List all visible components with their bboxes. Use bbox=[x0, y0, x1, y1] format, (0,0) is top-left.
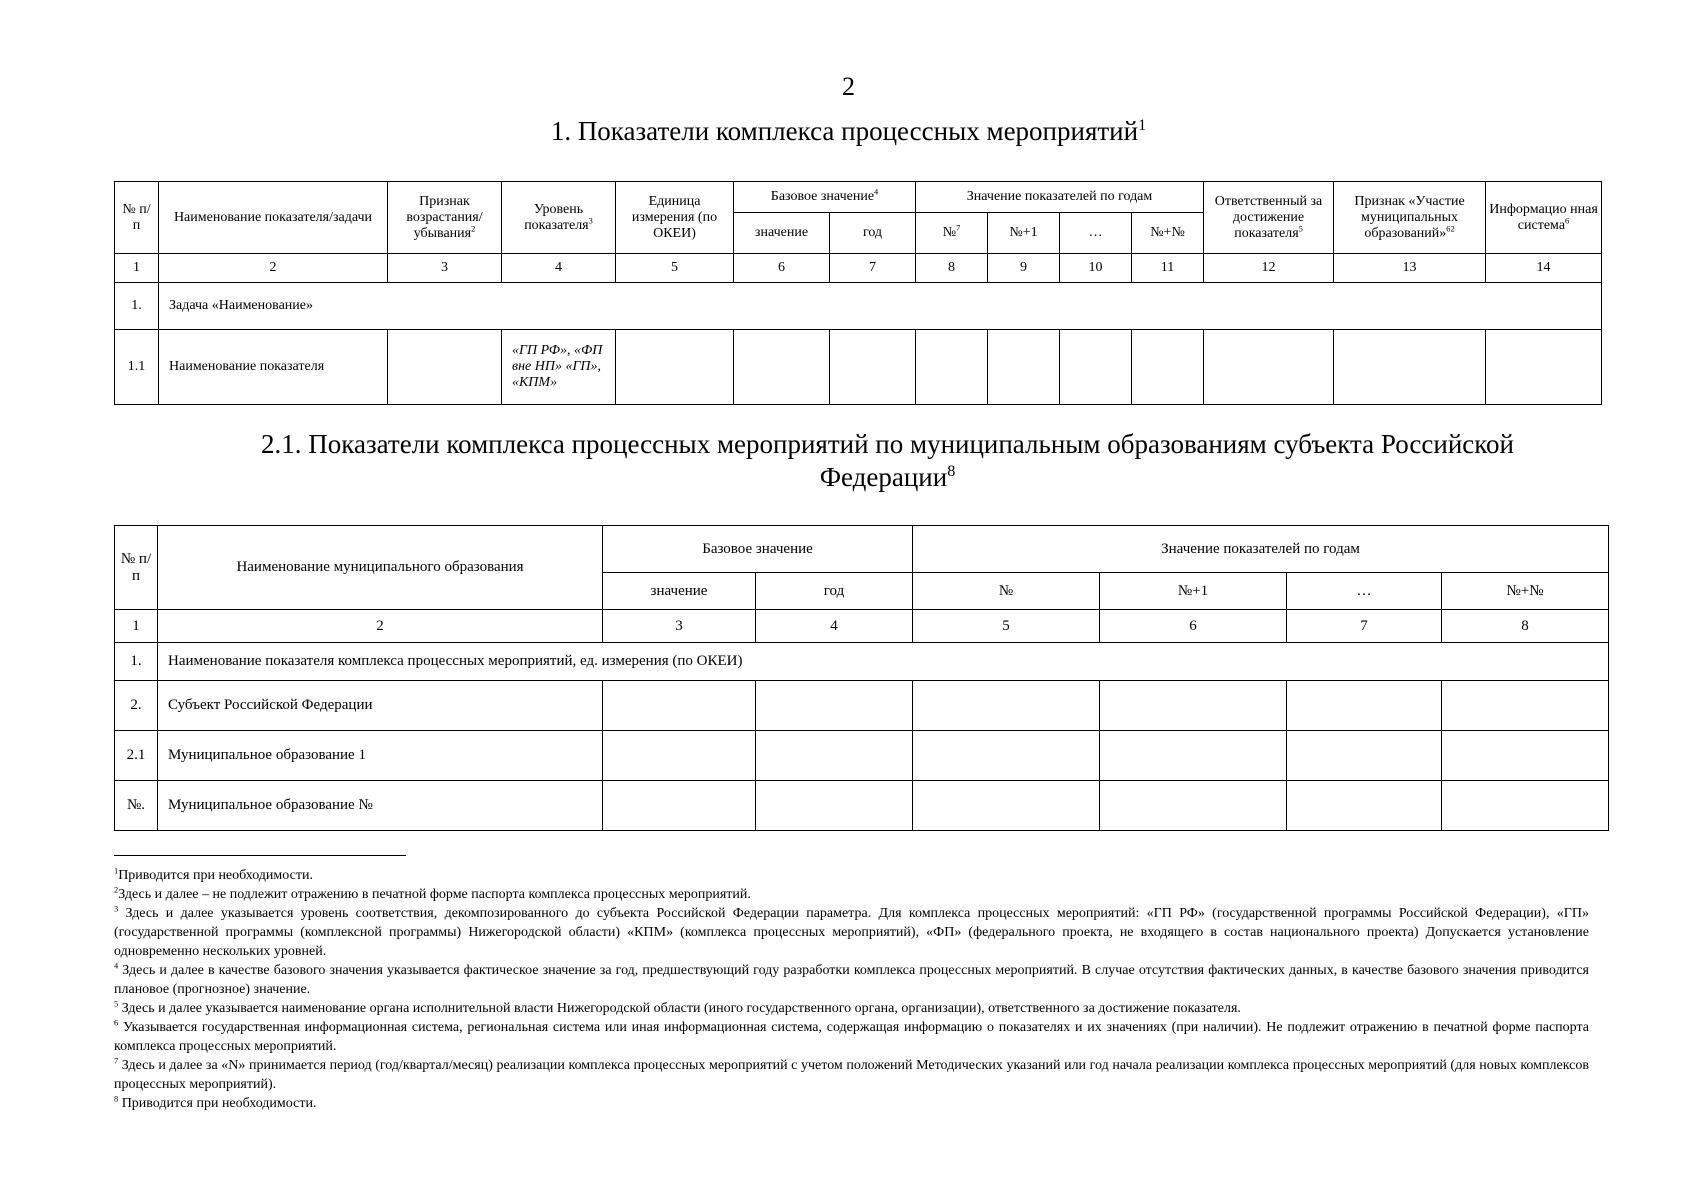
header-num: № п/п bbox=[115, 526, 158, 610]
municipal-indicators-table bbox=[114, 525, 1609, 831]
empty-cell bbox=[1100, 731, 1287, 781]
empty-cell bbox=[603, 731, 756, 781]
col-number: 9 bbox=[988, 254, 1060, 283]
col-number: 5 bbox=[913, 610, 1100, 643]
footnote-separator bbox=[114, 855, 406, 856]
indicator-num: 1.1 bbox=[115, 330, 159, 405]
header-level: Уровень показателя$^3$ bbox=[502, 182, 616, 254]
row-text: Наименование показателя комплекса процессных мероприятий, ед. измерения (по ОКЕИ) bbox=[158, 643, 1609, 681]
empty-cell bbox=[830, 330, 916, 405]
header-year-n1: №+1 bbox=[1100, 573, 1287, 610]
header-base-year: год bbox=[756, 573, 913, 610]
header-year-n: №$^7$ bbox=[916, 213, 988, 254]
table-row bbox=[115, 731, 1609, 781]
indicators-table bbox=[114, 181, 1602, 405]
indicator-level: «ГП РФ», «ФП вне НП» «ГП», «КПМ» bbox=[502, 330, 616, 405]
col-number: 13 bbox=[1334, 254, 1486, 283]
col-number: 6 bbox=[734, 254, 830, 283]
footnote: $^4$ Здесь и далее в качестве базового значения указывается фактическое значение за год, предшествующий году разработки комплекса процессных мероприятий. В случае отсутствия фактических данных, в качестве базового значения приводится плановое (прогнозное) значение. bbox=[114, 961, 1589, 997]
row-num: №. bbox=[115, 781, 158, 831]
col-number: 8 bbox=[1442, 610, 1609, 643]
row-text: Муниципальное образование 1 bbox=[158, 731, 603, 781]
empty-cell bbox=[388, 330, 502, 405]
header-num: № п/ п bbox=[115, 182, 159, 254]
empty-cell bbox=[913, 731, 1100, 781]
indicator-name: Наименование показателя bbox=[159, 330, 388, 405]
empty-cell bbox=[1334, 330, 1486, 405]
footnote: $^7$ Здесь и далее за «N» принимается период (год/квартал/месяц) реализации комплекса процессных мероприятий с учетом положений Методических указаний или год начала реализации комплекса процессных мероприятий (для новых комплексов процессных мероприятий). bbox=[114, 1056, 1589, 1092]
header-unit: Единица измерения (по ОКЕИ) bbox=[616, 182, 734, 254]
indicator-row bbox=[115, 330, 1602, 405]
empty-cell bbox=[1442, 731, 1609, 781]
section1-title: 1. Показатели комплекса процессных мероприятий$^1$ bbox=[550, 116, 1147, 146]
col-number: 10 bbox=[1060, 254, 1132, 283]
footnote: $^2$Здесь и далее – не подлежит отражению в печатной форме паспорта комплекса процессных мероприятий. bbox=[114, 885, 751, 902]
empty-cell bbox=[1060, 330, 1132, 405]
empty-cell bbox=[1132, 330, 1204, 405]
header-base: Базовое значение bbox=[603, 526, 913, 573]
header-base-value: значение bbox=[603, 573, 756, 610]
header-info-system: Информацио нная система$^6$ bbox=[1486, 182, 1602, 254]
empty-cell bbox=[616, 330, 734, 405]
header-municipality: Наименование муниципального образования bbox=[158, 526, 603, 610]
header-municipal-participation: Признак «Участие муниципальных образований»$^{62}$ bbox=[1334, 182, 1486, 254]
header-trend: Признак возрастания/ убывания$^2$ bbox=[388, 182, 502, 254]
header-year-nn: №+№ bbox=[1132, 213, 1204, 254]
col-number: 3 bbox=[603, 610, 756, 643]
footnote: $^3$ Здесь и далее указывается уровень соответствия, декомпозированного до субъекта Российской Федерации параметра. Для комплекса процессных мероприятий: «ГП РФ» (государственной программы Российской Федерации), «ГП» (государственной программы (комплексной программы) Нижегородской области) «КПМ» (комплекса процессных мероприятий), «ФП» (федерального проекта, не входящего в состав национального проекта) Допускается установление одновременно нескольких уровней. bbox=[114, 904, 1589, 959]
table-row bbox=[115, 781, 1609, 831]
empty-cell bbox=[756, 681, 913, 731]
col-number: 14 bbox=[1486, 254, 1602, 283]
header-row bbox=[115, 182, 1602, 213]
col-number: 3 bbox=[388, 254, 502, 283]
header-base-year: год bbox=[830, 213, 916, 254]
table-row bbox=[115, 643, 1609, 681]
empty-cell bbox=[1100, 781, 1287, 831]
empty-cell bbox=[988, 330, 1060, 405]
row-num: 2.1 bbox=[115, 731, 158, 781]
header-year-ellipsis: … bbox=[1060, 213, 1132, 254]
col-number: 12 bbox=[1204, 254, 1334, 283]
header-base: Базовое значение$^4$ bbox=[734, 182, 916, 213]
footnote: $^6$ Указывается государственная информационная система, региональная система или иная информационная система, содержащая информацию о показателях и их значениях (при наличии). Не подлежит отражению в печатной форме паспорта комплекса процессных мероприятий. bbox=[114, 1018, 1589, 1054]
col-number: 5 bbox=[616, 254, 734, 283]
empty-cell bbox=[1287, 731, 1442, 781]
col-number: 4 bbox=[502, 254, 616, 283]
empty-cell bbox=[756, 781, 913, 831]
header-year-nn: №+№ bbox=[1442, 573, 1609, 610]
col-number: 11 bbox=[1132, 254, 1204, 283]
header-year-n: № bbox=[913, 573, 1100, 610]
empty-cell bbox=[913, 681, 1100, 731]
empty-cell bbox=[603, 681, 756, 731]
column-numbers-row bbox=[115, 610, 1609, 643]
footnotes bbox=[114, 866, 1589, 1113]
col-number: 4 bbox=[756, 610, 913, 643]
col-number: 1 bbox=[115, 610, 158, 643]
col-number: 7 bbox=[830, 254, 916, 283]
empty-cell bbox=[913, 781, 1100, 831]
row-text: Субъект Российской Федерации bbox=[158, 681, 603, 731]
col-number: 6 bbox=[1100, 610, 1287, 643]
col-number: 8 bbox=[916, 254, 988, 283]
header-responsible: Ответственный за достижение показателя$^5$ bbox=[1204, 182, 1334, 254]
task-num: 1. bbox=[115, 283, 159, 330]
empty-cell bbox=[1100, 681, 1287, 731]
empty-cell bbox=[734, 330, 830, 405]
row-num: 2. bbox=[115, 681, 158, 731]
task-row bbox=[115, 283, 1602, 330]
table-row bbox=[115, 681, 1609, 731]
header-name: Наименование показателя/задачи bbox=[159, 182, 388, 254]
empty-cell bbox=[1204, 330, 1334, 405]
header-year-n1: №+1 bbox=[988, 213, 1060, 254]
column-numbers-row bbox=[115, 254, 1602, 283]
row-text: Муниципальное образование № bbox=[158, 781, 603, 831]
section2-title: 2.1. Показатели комплекса процессных мероприятий по муниципальным образованиям субъекта Российской Федерации$^8$ bbox=[261, 429, 1514, 492]
col-number: 1 bbox=[115, 254, 159, 283]
empty-cell bbox=[1486, 330, 1602, 405]
page-number: 2 bbox=[842, 72, 855, 101]
header-year-ellipsis: … bbox=[1287, 573, 1442, 610]
empty-cell bbox=[756, 731, 913, 781]
empty-cell bbox=[1287, 681, 1442, 731]
col-number: 2 bbox=[159, 254, 388, 283]
col-number: 7 bbox=[1287, 610, 1442, 643]
task-text: Задача «Наименование» bbox=[159, 283, 1602, 330]
empty-cell bbox=[1442, 781, 1609, 831]
empty-cell bbox=[1287, 781, 1442, 831]
empty-cell bbox=[916, 330, 988, 405]
empty-cell bbox=[1442, 681, 1609, 731]
header-row bbox=[115, 526, 1609, 573]
header-base-value: значение bbox=[734, 213, 830, 254]
header-years: Значение показателей по годам bbox=[913, 526, 1609, 573]
footnote: $^5$ Здесь и далее указывается наименование органа исполнительной власти Нижегородской области (иного государственного органа, организации), ответственного за достижение показателя. bbox=[114, 999, 1241, 1016]
row-num: 1. bbox=[115, 643, 158, 681]
footnote: $^1$Приводится при необходимости. bbox=[114, 866, 313, 883]
footnote: $^8$ Приводится при необходимости. bbox=[114, 1094, 317, 1111]
header-years: Значение показателей по годам bbox=[916, 182, 1204, 213]
empty-cell bbox=[603, 781, 756, 831]
col-number: 2 bbox=[158, 610, 603, 643]
